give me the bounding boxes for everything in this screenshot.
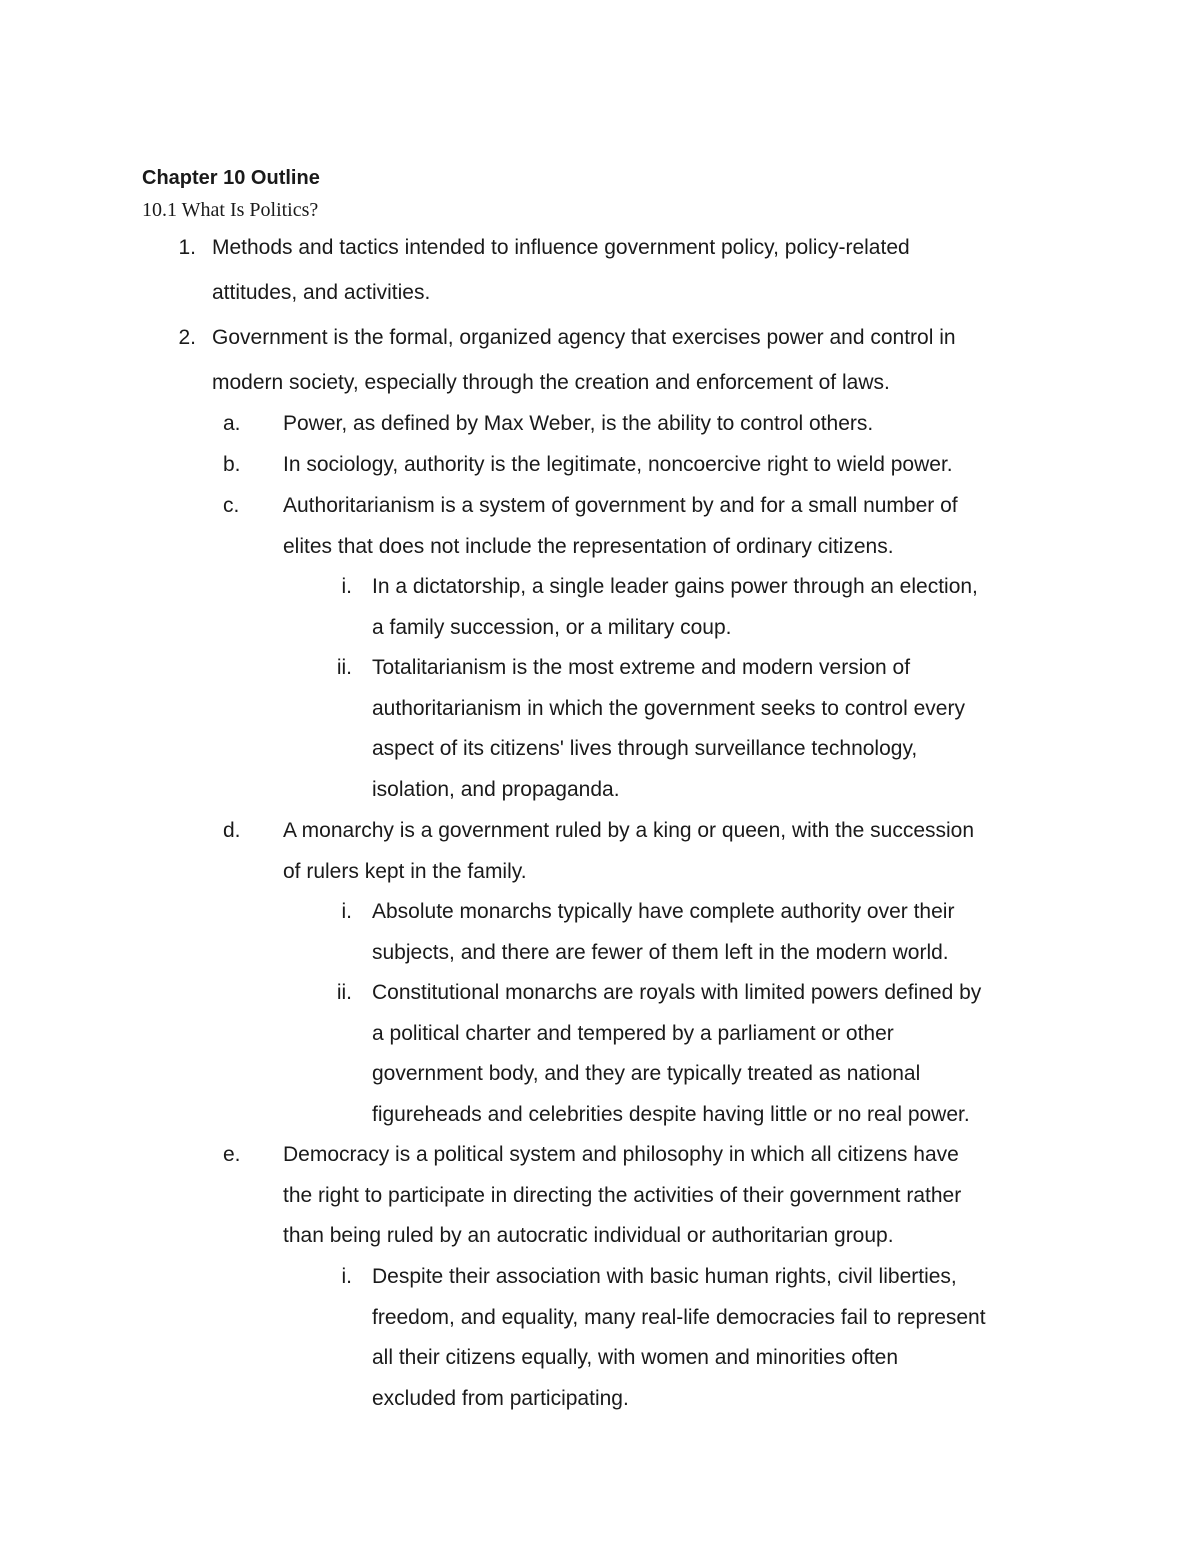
document-title: Chapter 10 Outline: [142, 167, 320, 189]
item-text-line: Totalitarianism is the most extreme and modern version of: [372, 656, 911, 679]
item-text-line: government body, and they are typically treated as national: [372, 1062, 921, 1085]
outline-item-2d-ii: [336, 973, 982, 1135]
item-text-line: isolation, and propaganda.: [372, 777, 620, 801]
outline-item-2c-ii: [336, 648, 965, 810]
item-text-line: Despite their association with basic human rights, civil liberties,: [372, 1265, 957, 1288]
item-text-line: freedom, and equality, many real-life democracies fail to represent: [372, 1305, 986, 1329]
item-text-line: excluded from participating.: [372, 1386, 629, 1410]
item-text-line: than being ruled by an autocratic individual or authoritarian group.: [283, 1224, 894, 1247]
list-marker: 2.: [178, 326, 196, 349]
outline-item-2d-i: [341, 892, 955, 973]
list-marker: c.: [223, 494, 240, 517]
item-text-line: Absolute monarchs typically have complete authority over their: [372, 900, 955, 923]
outline-item-2e: [223, 1135, 962, 1257]
outline-item-2e-i: [341, 1257, 986, 1419]
item-text-line: A monarchy is a government ruled by a king or queen, with the succession: [283, 819, 975, 842]
outline-item-2c: [223, 486, 958, 567]
section-heading: 10.1 What Is Politics?: [142, 199, 319, 221]
list-marker: i.: [341, 575, 352, 598]
outline-item-2: [178, 315, 956, 405]
item-text-line: Constitutional monarchs are royals with limited powers defined by: [372, 981, 982, 1004]
list-marker: 1.: [178, 236, 196, 259]
item-text-line: attitudes, and activities.: [212, 281, 431, 304]
item-text-line: figureheads and celebrities despite having little or no real power.: [372, 1102, 970, 1126]
list-marker: e.: [223, 1143, 241, 1166]
list-marker: i.: [341, 900, 352, 923]
item-text-line: Authoritarianism is a system of government by and for a small number of: [283, 494, 958, 517]
item-text-line: authoritarianism in which the government seeks to control every: [372, 696, 965, 720]
item-text-line: modern society, especially through the creation and enforcement of laws.: [212, 371, 890, 394]
outline-item-2c-i: [341, 567, 978, 648]
item-text-line: all their citizens equally, with women and minorities often: [372, 1346, 899, 1369]
item-text-line: In a dictatorship, a single leader gains power through an election,: [372, 575, 978, 598]
item-text-line: Methods and tactics intended to influence government policy, policy-related: [212, 236, 910, 259]
item-text-line: a family succession, or a military coup.: [372, 615, 732, 639]
outline-item-2d: [223, 811, 975, 892]
list-marker: ii.: [336, 656, 352, 679]
outline-item-1: [178, 225, 910, 315]
item-text-line: subjects, and there are fewer of them left in the modern world.: [372, 940, 949, 964]
item-text-line: Government is the formal, organized agency that exercises power and control in: [212, 326, 956, 349]
item-text-line: Democracy is a political system and philosophy in which all citizens have: [283, 1143, 959, 1166]
item-text-line: of rulers kept in the family.: [283, 859, 527, 883]
item-text-line: Power, as defined by Max Weber, is the ability to control others.: [283, 412, 874, 435]
outline-item-2b: [223, 445, 953, 486]
list-marker: a.: [223, 412, 241, 435]
item-text-line: In sociology, authority is the legitimate, noncoercive right to wield power.: [283, 453, 953, 476]
list-marker: d.: [223, 819, 241, 842]
item-text-line: a political charter and tempered by a parliament or other: [372, 1021, 894, 1045]
list-marker: b.: [223, 453, 241, 476]
outline-item-2a: [223, 404, 874, 445]
item-text-line: the right to participate in directing the activities of their government rather: [283, 1183, 962, 1207]
list-marker: ii.: [336, 981, 352, 1004]
item-text-line: elites that does not include the representation of ordinary citizens.: [283, 534, 894, 558]
item-text-line: aspect of its citizens' lives through surveillance technology,: [372, 737, 918, 760]
list-marker: i.: [341, 1265, 352, 1288]
